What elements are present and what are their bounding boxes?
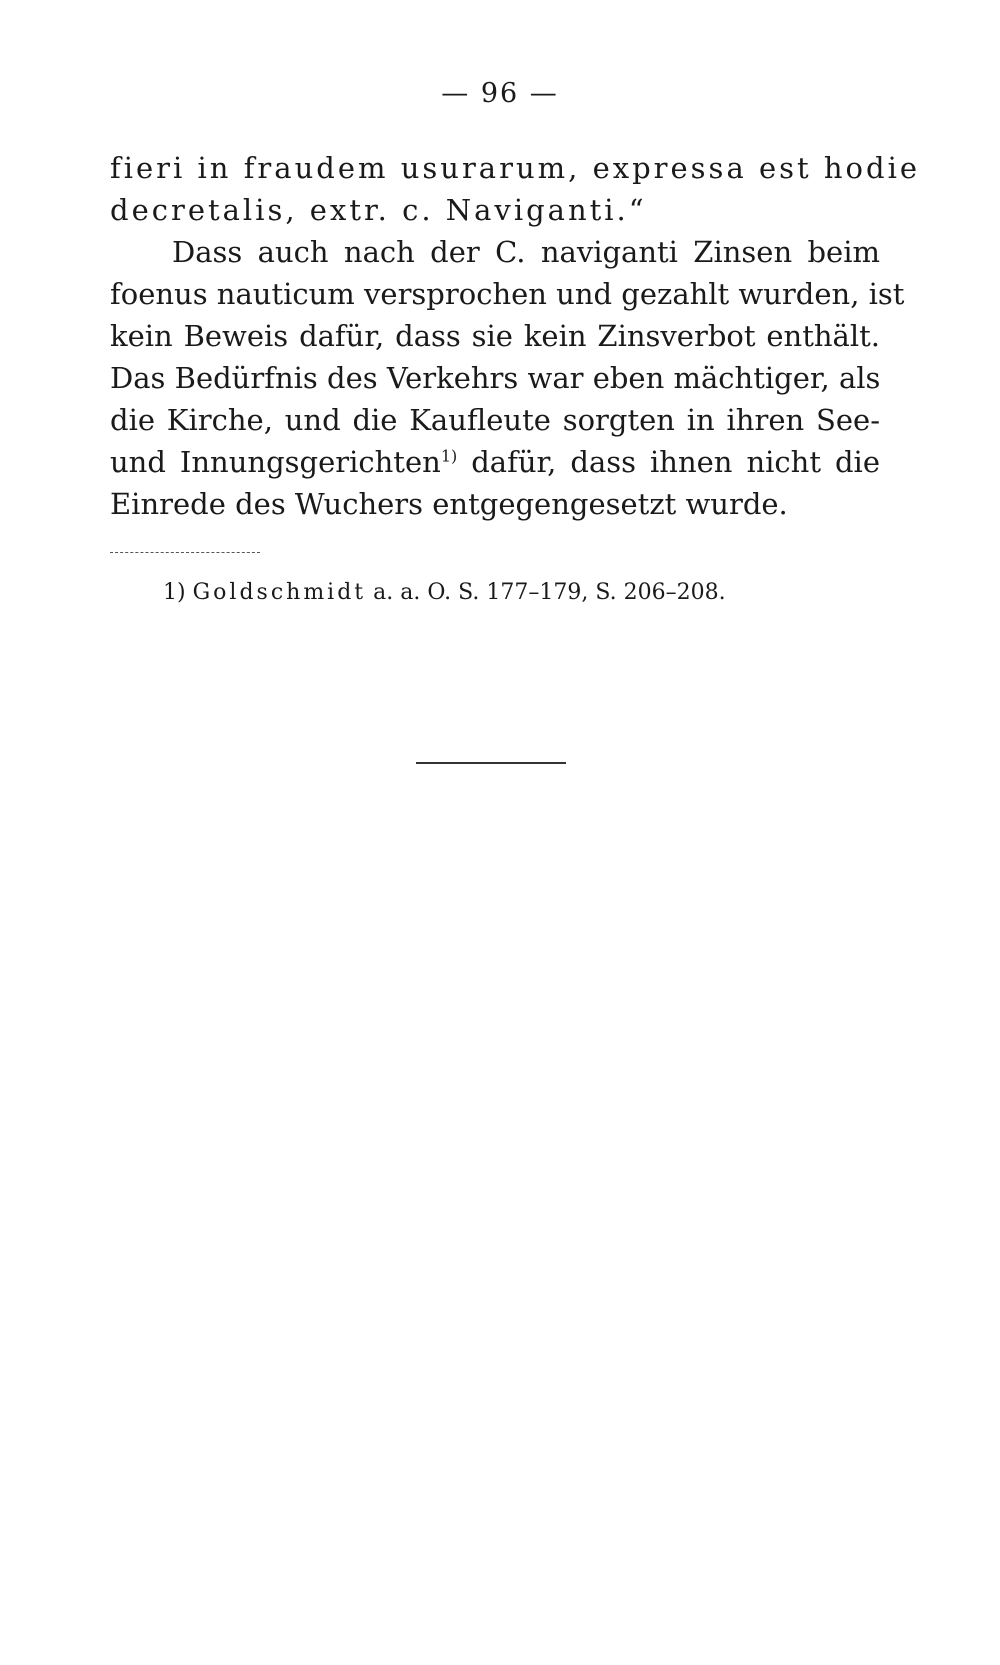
footnote-marker: 1)	[163, 580, 186, 605]
end-of-chapter-rule	[416, 762, 566, 764]
text-line: die Kirche, und die Kaufleute sorgten in ihren See-	[110, 403, 880, 437]
text-line: foenus nauticum versprochen und gezahlt wurden, ist	[110, 277, 905, 311]
footnote-reference[interactable]: 1)	[440, 446, 458, 466]
text-fragment: dafür, dass ihnen nicht die	[471, 445, 880, 479]
text-line: kein Beweis dafür, dass sie kein Zinsverbot enthält.	[110, 319, 880, 353]
page-number: — 96 —	[441, 78, 559, 109]
text-line-with-footnote-ref	[110, 441, 880, 483]
footnote-author: Goldschmidt	[192, 580, 367, 605]
text-line: decretalis, extr. c. Naviganti.“	[110, 193, 647, 227]
main-text	[110, 147, 921, 525]
text-fragment: und Innungsgerichten	[110, 445, 441, 479]
text-line: Das Bedürfnis des Verkehrs war eben mächtiger, als	[110, 361, 881, 395]
text-line: fieri in fraudem usurarum, expressa est hodie	[110, 151, 921, 185]
text-line: Einrede des Wuchers entgegengesetzt wurde.	[110, 487, 788, 521]
footnote-citation: a. a. O. S. 177–179, S. 206–208.	[373, 580, 726, 605]
footnote-separator	[110, 552, 260, 553]
footnote	[163, 580, 726, 605]
text-line: Dass auch nach der C. naviganti Zinsen beim	[172, 235, 880, 269]
